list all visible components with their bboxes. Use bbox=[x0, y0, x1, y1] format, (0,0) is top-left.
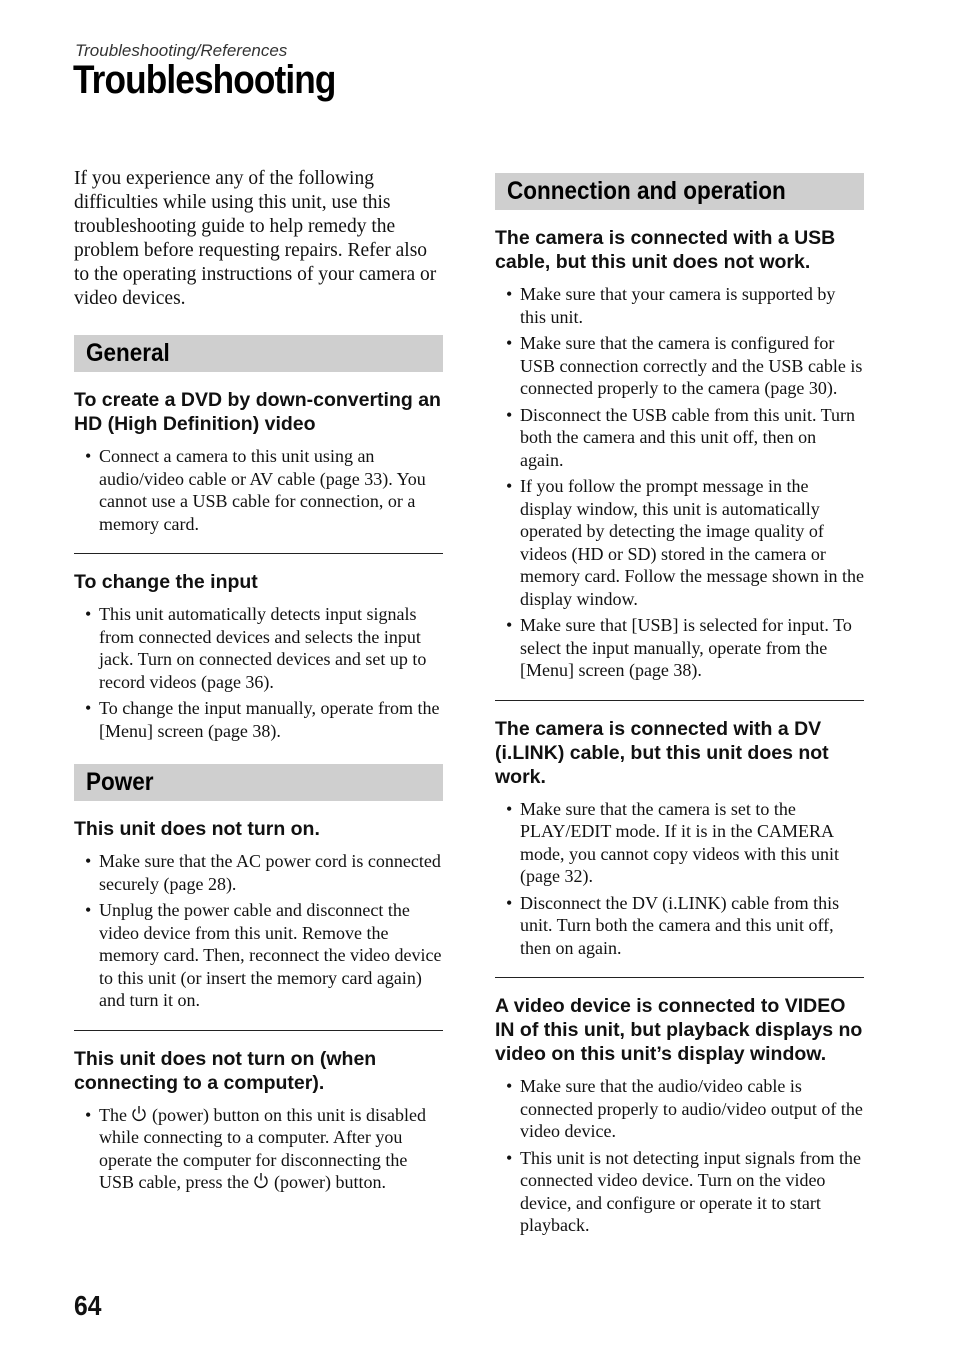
bullet-list bbox=[74, 445, 443, 535]
list-item: • To change the input manually, operate from the [Menu] screen (page 38). bbox=[74, 697, 443, 742]
intro-paragraph: If you experience any of the following difficulties while using this unit, use this troubleshooting guide to help remedy the problem before requesting repairs. Refer also to the operating instructions of your camera or video devices. bbox=[74, 168, 437, 309]
power-icon bbox=[131, 1105, 147, 1123]
list-item: • Connect a camera to this unit using an audio/video cable or AV cable (page 33). You cannot use a USB cable for connection, or a memory card. bbox=[74, 445, 443, 535]
topic-title-change-input: To change the input bbox=[74, 571, 258, 593]
bullet-list bbox=[74, 850, 443, 1012]
divider bbox=[495, 977, 864, 978]
list-item: • This unit automatically detects input signals from connected devices and selects the input jack. Turn on connected devices and set up to record videos (page 36). bbox=[74, 603, 443, 693]
list-item: • Make sure that the camera is configured for USB connection correctly and the USB cable is connected properly to the camera (page 30). bbox=[495, 332, 864, 400]
divider bbox=[74, 1030, 443, 1031]
topic-title-dvd-downconvert: To create a DVD by down-converting an HD (High Definition) video bbox=[74, 389, 441, 435]
list-item: • Make sure that the audio/video cable is connected properly to audio/video output of the video device. bbox=[495, 1075, 864, 1143]
list-item: • Make sure that the camera is set to the PLAY/EDIT mode. If it is in the CAMERA mode, you cannot copy videos with this unit (page 32). bbox=[495, 798, 864, 888]
list-item: • If you follow the prompt message in the display window, this unit is automatically operated by detecting the image quality of videos (HD or SD) stored in the camera or memory card. Follow the message shown in the display window. bbox=[495, 475, 864, 610]
topic-title-dv-camera: The camera is connected with a DV (i.LINK) cable, but this unit does not work. bbox=[495, 717, 829, 788]
section-heading-connection-label: Connection and operation bbox=[507, 177, 786, 205]
spacer bbox=[74, 746, 443, 764]
section-heading-connection bbox=[495, 173, 864, 210]
power-icon bbox=[253, 1172, 269, 1190]
list-item: • This unit is not detecting input signals from the connected video device. Turn on the video device, and configure or operate it to start playback. bbox=[495, 1147, 864, 1237]
topic-title-no-power-computer: This unit does not turn on (when connecting to a computer). bbox=[74, 1047, 377, 1094]
breadcrumb: Troubleshooting/References bbox=[75, 41, 288, 60]
page-number: 64 bbox=[74, 1290, 102, 1321]
right-column bbox=[495, 173, 864, 1241]
topic-title-no-power: This unit does not turn on. bbox=[74, 818, 320, 840]
section-heading-general bbox=[74, 335, 443, 372]
list-item: • Disconnect the DV (i.LINK) cable from this unit. Turn both the camera and this unit off, then on again. bbox=[495, 892, 864, 960]
section-heading-general-label: General bbox=[86, 339, 170, 367]
text-segment: The bbox=[99, 1104, 132, 1125]
page-title: Troubleshooting bbox=[73, 58, 336, 102]
bullet-list bbox=[74, 603, 443, 742]
bullet-list bbox=[495, 798, 864, 960]
divider bbox=[495, 700, 864, 701]
divider bbox=[74, 553, 443, 554]
bullet-list bbox=[74, 1104, 443, 1194]
list-item: • Make sure that the AC power cord is connected securely (page 28). bbox=[74, 850, 443, 895]
section-heading-power-label: Power bbox=[86, 768, 154, 796]
list-item: • Make sure that your camera is supported by this unit. bbox=[495, 283, 864, 328]
topic-title-usb-camera: The camera is connected with a USB cable, but this unit does not work. bbox=[495, 227, 836, 273]
bullet-list bbox=[495, 1075, 864, 1237]
text-segment: (power) button. bbox=[269, 1172, 386, 1192]
left-column bbox=[74, 167, 443, 1198]
list-item: • Make sure that [USB] is selected for input. To select the input manually, operate from the [Menu] screen (page 38). bbox=[495, 614, 864, 682]
list-item: • Disconnect the USB cable from this unit. Turn both the camera and this unit off, then on again. bbox=[495, 404, 864, 472]
list-item: • Unplug the power cable and disconnect the video device from this unit. Remove the memory card. Then, reconnect the video device to this unit (or insert the memory card again) and turn it on. bbox=[74, 899, 443, 1012]
section-heading-power bbox=[74, 764, 443, 801]
topic-title-video-in: A video device is connected to VIDEO IN of this unit, but playback displays no video on this unit’s display window. bbox=[495, 995, 863, 1065]
bullet-list bbox=[495, 283, 864, 682]
text-segment: (power) button on this unit is disabled while connecting to a computer. After you operate the computer for disconnecting the USB cable, press the bbox=[99, 1104, 426, 1192]
list-item bbox=[74, 1104, 443, 1194]
